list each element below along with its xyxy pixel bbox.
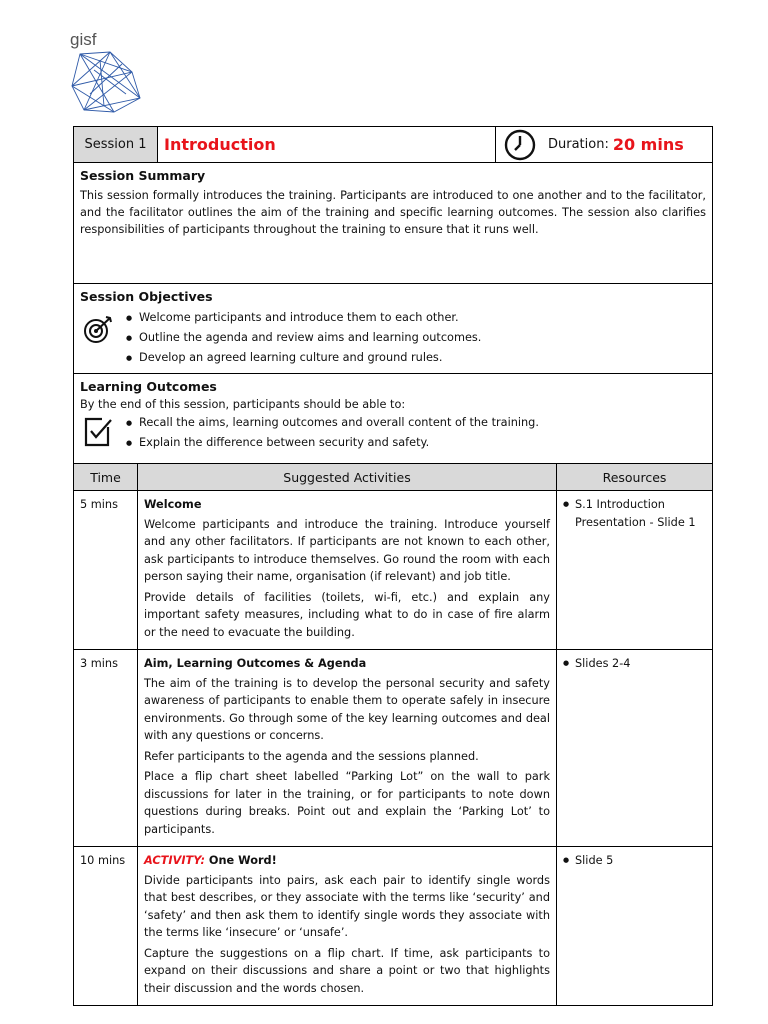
session-objectives bbox=[74, 284, 712, 374]
outcomes-list bbox=[124, 413, 539, 453]
objectives-list bbox=[124, 308, 481, 368]
activity-prefix: ACTIVITY: bbox=[144, 854, 205, 867]
row-time: 10 mins bbox=[74, 847, 138, 1006]
resource-item: ● Slide 5 bbox=[563, 852, 706, 870]
objectives-title: Session Objectives bbox=[80, 289, 213, 304]
session-number: Session 1 bbox=[74, 127, 158, 162]
resource-item: ● S.1 Introduction Presentation - Slide 1 bbox=[563, 496, 706, 531]
activity-paragraph: Divide participants into pairs, ask each pair to identify single words that best describes, or they associate with the terms like ‘security’ and ‘safety’ and then ask them to identify single words they associate with the terms like ‘insecure’ or ‘unsafe’. bbox=[144, 873, 550, 939]
list-item: ● Recall the aims, learning outcomes and overall content of the training. bbox=[139, 413, 539, 433]
table-header-row bbox=[74, 464, 712, 491]
row-time: 3 mins bbox=[74, 650, 138, 847]
resource-item: ● Slides 2-4 bbox=[563, 655, 706, 673]
summary-title: Session Summary bbox=[80, 168, 206, 183]
activity-paragraph: Capture the suggestions on a flip chart. If time, ask participants to expand on their discussions and share a point or two that highlights their discussion and the words chosen. bbox=[144, 946, 550, 995]
target-icon bbox=[80, 308, 124, 368]
list-item: ● Welcome participants and introduce them to each other. bbox=[139, 308, 481, 328]
learning-outcomes bbox=[74, 374, 712, 463]
activity-paragraph: The aim of the training is to develop the personal security and safety awareness of participants to enable them to operate safely in insecure environments. Go through some of the key learning outcomes and deal with any questions or concerns. bbox=[144, 676, 550, 742]
list-item: ● Outline the agenda and review aims and learning outcomes. bbox=[139, 328, 481, 348]
session-header bbox=[74, 127, 712, 163]
row-activity bbox=[138, 491, 557, 650]
row-activity bbox=[138, 650, 557, 847]
row-resource bbox=[557, 650, 713, 847]
table-row bbox=[74, 491, 712, 650]
time-header: Time bbox=[74, 464, 138, 491]
session-plan-card bbox=[73, 126, 713, 1006]
activity-paragraph: Welcome participants and introduce the training. Introduce yourself and any other facilitators. If participants are not known to each other, ask participants to introduce themselves. Go round the room with each person saying their name, organisation (if relevant) and job title. bbox=[144, 517, 550, 583]
activity-paragraph: Refer participants to the agenda and the sessions planned. bbox=[144, 749, 479, 763]
outcomes-intro: By the end of this session, participants should be able to: bbox=[80, 398, 406, 411]
duration-box bbox=[496, 127, 712, 162]
activity-paragraph: Place a flip chart sheet labelled “Parking Lot” on the wall to park discussions for later in the training, or for participants to note down questions during breaks. Point out and explain the ‘Parking Lot’ to participants. bbox=[144, 770, 550, 836]
activity-paragraph: Provide details of facilities (toilets, wi-fi, etc.) and explain any important safety measures, including what to do in case of fire alarm or the need to evacuate the building. bbox=[144, 590, 550, 639]
table-row bbox=[74, 847, 712, 1006]
duration-value: 20 mins bbox=[612, 135, 684, 154]
list-item: ● Explain the difference between security and safety. bbox=[139, 433, 539, 453]
session-summary bbox=[74, 163, 712, 284]
table-row bbox=[74, 650, 712, 847]
list-item: ● Develop an agreed learning culture and ground rules. bbox=[139, 348, 481, 368]
summary-text: This session formally introduces the training. Participants are introduced to one another and to the facilitator, and the facilitator outlines the aim of the training and specific learning outcomes. The session also clarifies responsibilities of participants throughout the training to ensure that it runs well. bbox=[80, 189, 706, 236]
activities-table bbox=[74, 463, 712, 1005]
clock-icon bbox=[504, 129, 536, 161]
logo-text: gisf bbox=[70, 30, 97, 49]
resources-header: Resources bbox=[557, 464, 713, 491]
row-resource bbox=[557, 491, 713, 650]
gisf-logo bbox=[70, 30, 142, 116]
session-title: Introduction bbox=[158, 127, 496, 162]
activities-header: Suggested Activities bbox=[138, 464, 557, 491]
duration-label: Duration: bbox=[548, 137, 609, 152]
activity-title: Welcome bbox=[144, 498, 202, 511]
row-resource bbox=[557, 847, 713, 1006]
row-activity bbox=[138, 847, 557, 1006]
network-logo-icon bbox=[70, 50, 142, 116]
row-time: 5 mins bbox=[74, 491, 138, 650]
activity-title-line bbox=[144, 852, 550, 870]
checklist-icon bbox=[80, 413, 124, 453]
activity-title: One Word! bbox=[208, 854, 277, 867]
outcomes-title: Learning Outcomes bbox=[80, 379, 217, 394]
activity-title: Aim, Learning Outcomes & Agenda bbox=[144, 657, 367, 670]
